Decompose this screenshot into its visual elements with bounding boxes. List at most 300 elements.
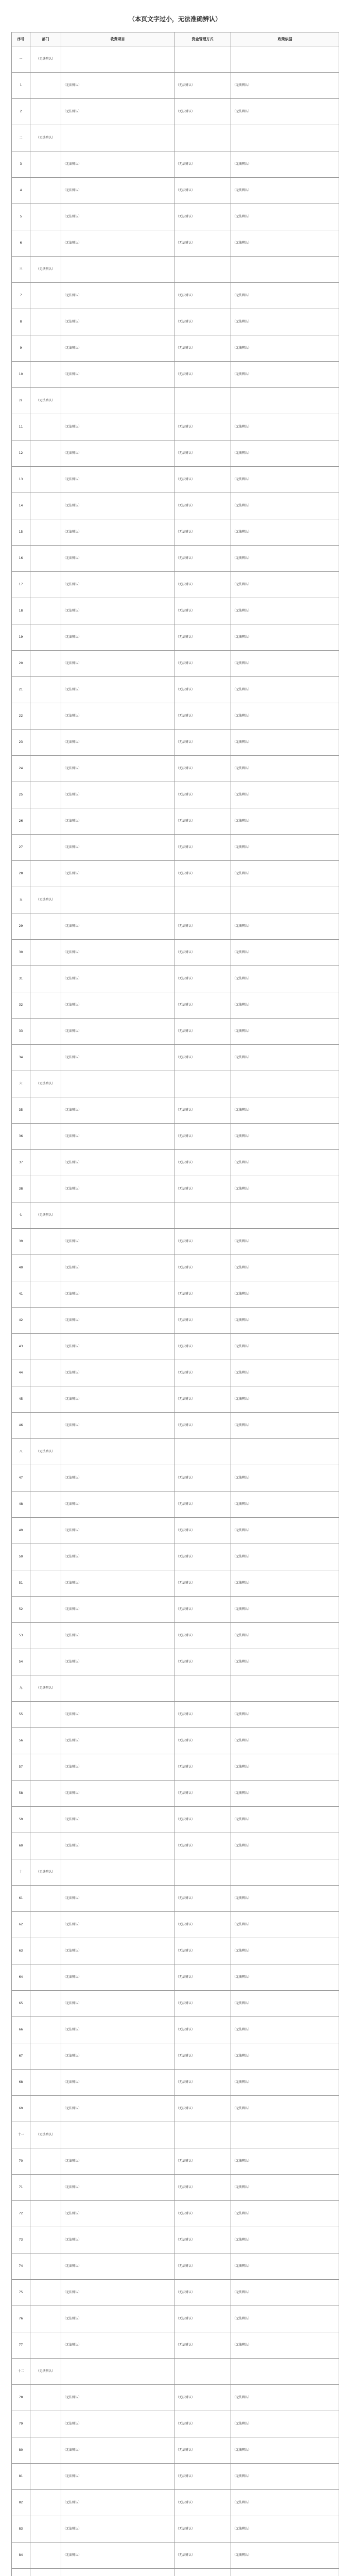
fee-item-cell: （无法辨认） [61, 1097, 174, 1124]
fee-item-cell [61, 388, 174, 414]
fund-management-cell: （无法辨认） [174, 1019, 231, 1045]
policy-basis-cell: （无法辨认） [231, 230, 339, 257]
table-row [12, 388, 339, 414]
department-cell: （无法辨认） [30, 46, 61, 73]
table-row [12, 624, 339, 651]
policy-basis-cell: （无法辨认） [231, 1544, 339, 1570]
row-number-cell: 53 [12, 1623, 30, 1649]
department-cell [30, 1886, 61, 1912]
department-cell [30, 2017, 61, 2043]
row-number-cell: 44 [12, 1360, 30, 1386]
department-cell [30, 1492, 61, 1518]
row-number-cell: 二 [12, 125, 30, 151]
fee-item-cell [61, 46, 174, 73]
policy-basis-cell: （无法辨认） [231, 2280, 339, 2306]
policy-basis-cell: （无法辨认） [231, 2411, 339, 2437]
department-cell [30, 2437, 61, 2464]
row-number-cell: 23 [12, 730, 30, 756]
department-cell [30, 1623, 61, 1649]
fund-management-cell: （无法辨认） [174, 519, 231, 546]
row-number-cell: 16 [12, 546, 30, 572]
policy-basis-cell: （无法辨认） [231, 151, 339, 178]
department-cell [30, 1360, 61, 1386]
fund-management-cell: （无法辨认） [174, 1938, 231, 1964]
policy-basis-cell: （无法辨认） [231, 99, 339, 125]
fund-management-cell: （无法辨认） [174, 1413, 231, 1439]
row-number-cell: 36 [12, 1124, 30, 1150]
fee-item-cell [61, 125, 174, 151]
fund-management-cell [174, 1071, 231, 1097]
fee-item-cell: （无法辨认） [61, 2043, 174, 2070]
table-row [12, 730, 339, 756]
row-number-cell: 31 [12, 966, 30, 992]
fee-item-cell: （无法辨认） [61, 1938, 174, 1964]
table-row [12, 1728, 339, 1754]
table-row [12, 2385, 339, 2411]
department-cell [30, 151, 61, 178]
row-number-cell: 33 [12, 1019, 30, 1045]
fee-item-cell: （无法辨认） [61, 1728, 174, 1754]
fee-item-cell: （无法辨认） [61, 2490, 174, 2516]
fund-management-cell: （无法辨认） [174, 1544, 231, 1570]
department-cell [30, 178, 61, 204]
table-row [12, 2306, 339, 2332]
fund-management-cell: （无法辨认） [174, 1097, 231, 1124]
row-number-cell: 65 [12, 1991, 30, 2017]
row-number-cell: 47 [12, 1465, 30, 1492]
row-number-cell: 60 [12, 1833, 30, 1859]
department-cell [30, 1281, 61, 1308]
policy-basis-cell: （无法辨认） [231, 2227, 339, 2253]
row-number-cell: 21 [12, 677, 30, 703]
table-row [12, 756, 339, 782]
fee-item-cell: （无法辨认） [61, 2385, 174, 2411]
fund-management-cell [174, 1675, 231, 1702]
fund-management-cell: （无法辨认） [174, 992, 231, 1019]
policy-basis-cell: （无法辨认） [231, 1413, 339, 1439]
fee-item-cell [61, 257, 174, 283]
fund-management-cell: （无法辨认） [174, 467, 231, 493]
department-cell [30, 1150, 61, 1176]
fund-management-cell: （无法辨认） [174, 546, 231, 572]
policy-basis-cell: （无法辨认） [231, 1150, 339, 1176]
policy-basis-cell: （无法辨认） [231, 966, 339, 992]
row-number-cell: 81 [12, 2464, 30, 2490]
row-number-cell: 18 [12, 598, 30, 624]
row-number-cell: 50 [12, 1544, 30, 1570]
fee-item-cell: （无法辨认） [61, 2253, 174, 2280]
fund-management-cell: （无法辨认） [174, 283, 231, 309]
fund-management-cell: （无法辨认） [174, 835, 231, 861]
fund-management-cell [174, 257, 231, 283]
fund-management-cell: （无法辨认） [174, 309, 231, 335]
fee-item-cell: （无法辨认） [61, 2464, 174, 2490]
row-number-cell: 45 [12, 1386, 30, 1413]
table-row [12, 2070, 339, 2096]
table-row [12, 178, 339, 204]
table-row [12, 257, 339, 283]
table-row [12, 46, 339, 73]
table-row [12, 1439, 339, 1465]
fee-item-cell: （无法辨认） [61, 1807, 174, 1833]
table-row [12, 73, 339, 99]
fund-management-cell: （无法辨认） [174, 2096, 231, 2122]
fund-management-cell: （无法辨认） [174, 1702, 231, 1728]
fee-item-cell: （无法辨认） [61, 2175, 174, 2201]
table-row [12, 204, 339, 230]
row-number-cell: 9 [12, 335, 30, 362]
department-cell [30, 546, 61, 572]
table-row [12, 1991, 339, 2017]
fund-management-cell: （无法辨认） [174, 335, 231, 362]
policy-basis-cell [231, 46, 339, 73]
table-row [12, 2227, 339, 2253]
row-number-cell: 79 [12, 2411, 30, 2437]
fund-management-cell: （无法辨认） [174, 204, 231, 230]
fund-management-cell [174, 2359, 231, 2385]
fund-management-cell: （无法辨认） [174, 598, 231, 624]
policy-basis-cell: （无法辨认） [231, 1649, 339, 1675]
policy-basis-cell: （无法辨认） [231, 651, 339, 677]
col-header-no: 序号 [12, 32, 30, 46]
policy-basis-cell: （无法辨认） [231, 913, 339, 940]
table-row [12, 1386, 339, 1413]
fund-management-cell: （无法辨认） [174, 414, 231, 440]
fee-item-cell: （无法辨认） [61, 2516, 174, 2543]
department-cell [30, 992, 61, 1019]
fee-item-cell: （无法辨认） [61, 861, 174, 887]
fee-item-cell: （无法辨认） [61, 2148, 174, 2175]
policy-basis-cell: （无法辨认） [231, 1964, 339, 1991]
row-number-cell: 30 [12, 940, 30, 966]
policy-basis-cell: （无法辨认） [231, 1597, 339, 1623]
table-row [12, 1675, 339, 1702]
table-row [12, 335, 339, 362]
row-number-cell: 1 [12, 73, 30, 99]
fee-item-cell: （无法辨认） [61, 1045, 174, 1071]
table-row [12, 598, 339, 624]
policy-basis-cell: （无法辨认） [231, 1045, 339, 1071]
row-number-cell: 78 [12, 2385, 30, 2411]
table-row [12, 1518, 339, 1544]
row-number-cell: 5 [12, 204, 30, 230]
fee-item-cell: （无法辨认） [61, 835, 174, 861]
policy-basis-cell: （无法辨认） [231, 1097, 339, 1124]
table-row [12, 1334, 339, 1360]
policy-basis-cell: （无法辨认） [231, 598, 339, 624]
fee-item-cell: （无法辨认） [61, 598, 174, 624]
policy-basis-cell: （无法辨认） [231, 1124, 339, 1150]
department-cell [30, 1991, 61, 2017]
fund-management-cell: （无法辨认） [174, 2043, 231, 2070]
row-number-cell: 11 [12, 414, 30, 440]
department-cell [30, 73, 61, 99]
department-cell [30, 572, 61, 598]
table-row [12, 546, 339, 572]
department-cell [30, 730, 61, 756]
fee-item-cell [61, 2569, 174, 2576]
fund-management-cell: （无法辨认） [174, 1465, 231, 1492]
row-number-cell: 28 [12, 861, 30, 887]
fee-item-cell: （无法辨认） [61, 2227, 174, 2253]
table-row [12, 2175, 339, 2201]
table-row [12, 230, 339, 257]
department-cell [30, 598, 61, 624]
department-cell [30, 519, 61, 546]
policy-basis-cell: （无法辨认） [231, 2306, 339, 2332]
fund-management-cell: （无法辨认） [174, 2464, 231, 2490]
table-row [12, 1281, 339, 1308]
row-number-cell: 37 [12, 1150, 30, 1176]
department-cell: （无法辨认） [30, 887, 61, 913]
fee-item-cell: （无法辨认） [61, 335, 174, 362]
fund-management-cell: （无法辨认） [174, 1150, 231, 1176]
policy-basis-cell [231, 1202, 339, 1229]
fund-management-cell [174, 1859, 231, 1886]
row-number-cell: 48 [12, 1492, 30, 1518]
fund-management-cell: （无法辨认） [174, 1308, 231, 1334]
table-row [12, 2490, 339, 2516]
row-number-cell: 58 [12, 1781, 30, 1807]
policy-basis-cell: （无法辨认） [231, 1807, 339, 1833]
row-number-cell: 63 [12, 1938, 30, 1964]
row-number-cell: 40 [12, 1255, 30, 1281]
fund-management-cell: （无法辨认） [174, 2175, 231, 2201]
policy-basis-cell [231, 1439, 339, 1465]
fund-management-cell: （无法辨认） [174, 1518, 231, 1544]
row-number-cell: 25 [12, 782, 30, 808]
row-number-cell: 61 [12, 1886, 30, 1912]
department-cell [30, 677, 61, 703]
fund-management-cell: （无法辨认） [174, 1124, 231, 1150]
fee-item-cell: （无法辨认） [61, 1781, 174, 1807]
fund-management-cell: （无法辨认） [174, 1728, 231, 1754]
table-row [12, 2017, 339, 2043]
policy-basis-cell: （无法辨认） [231, 1229, 339, 1255]
fund-management-cell: （无法辨认） [174, 1991, 231, 2017]
policy-basis-cell: （无法辨认） [231, 519, 339, 546]
row-number-cell: 29 [12, 913, 30, 940]
department-cell [30, 1781, 61, 1807]
fee-item-cell: （无法辨认） [61, 782, 174, 808]
policy-basis-cell: （无法辨认） [231, 1754, 339, 1781]
fee-item-cell [61, 2122, 174, 2148]
row-number-cell: 75 [12, 2280, 30, 2306]
row-number-cell: 46 [12, 1413, 30, 1439]
col-header-dept: 部门 [30, 32, 61, 46]
fund-management-cell: （无法辨认） [174, 1833, 231, 1859]
policy-basis-cell: （无法辨认） [231, 467, 339, 493]
department-cell [30, 2280, 61, 2306]
fund-management-cell: （无法辨认） [174, 1807, 231, 1833]
row-number-cell: 38 [12, 1176, 30, 1202]
policy-basis-cell: （无法辨认） [231, 440, 339, 467]
fee-item-cell [61, 887, 174, 913]
department-cell [30, 99, 61, 125]
department-cell: （无法辨认） [30, 1859, 61, 1886]
fund-management-cell: （无法辨认） [174, 1255, 231, 1281]
policy-basis-cell: （无法辨认） [231, 992, 339, 1019]
fee-item-cell: （无法辨认） [61, 677, 174, 703]
department-cell [30, 2385, 61, 2411]
row-number-cell: 64 [12, 1964, 30, 1991]
fee-item-cell: （无法辨认） [61, 1281, 174, 1308]
table-row [12, 99, 339, 125]
fee-item-cell: （无法辨认） [61, 1544, 174, 1570]
row-number-cell: 17 [12, 572, 30, 598]
table-row [12, 651, 339, 677]
department-cell [30, 966, 61, 992]
fee-item-cell: （无法辨认） [61, 2543, 174, 2569]
table-row [12, 1544, 339, 1570]
department-cell [30, 2490, 61, 2516]
fund-management-cell: （无法辨认） [174, 2490, 231, 2516]
policy-basis-cell [231, 2122, 339, 2148]
row-number-cell: 8 [12, 309, 30, 335]
fund-management-cell [174, 1202, 231, 1229]
department-cell [30, 493, 61, 519]
row-number-cell: 五 [12, 887, 30, 913]
department-cell [30, 1728, 61, 1754]
row-number-cell: 54 [12, 1649, 30, 1675]
fee-item-cell: （无法辨认） [61, 1150, 174, 1176]
fund-management-cell: （无法辨认） [174, 1964, 231, 1991]
fee-item-cell: （无法辨认） [61, 309, 174, 335]
department-cell [30, 2253, 61, 2280]
department-cell [30, 2543, 61, 2569]
department-cell: （无法辨认） [30, 1675, 61, 1702]
policy-basis-cell [231, 1675, 339, 1702]
row-number-cell: 22 [12, 703, 30, 730]
row-number-cell: 十 [12, 1859, 30, 1886]
fee-item-cell: （无法辨认） [61, 2437, 174, 2464]
fund-management-cell: （无法辨认） [174, 651, 231, 677]
row-number-cell: 20 [12, 651, 30, 677]
fund-management-cell: （无法辨认） [174, 2543, 231, 2569]
table-row [12, 1649, 339, 1675]
department-cell [30, 1097, 61, 1124]
fee-item-cell: （无法辨认） [61, 440, 174, 467]
table-row [12, 1964, 339, 1991]
table-row [12, 1597, 339, 1623]
policy-basis-cell: （无法辨认） [231, 362, 339, 388]
fee-item-cell: （无法辨认） [61, 2280, 174, 2306]
table-row [12, 414, 339, 440]
row-number-cell: 72 [12, 2201, 30, 2227]
policy-basis-cell: （无法辨认） [231, 1912, 339, 1938]
row-number-cell: 34 [12, 1045, 30, 1071]
policy-basis-cell: （无法辨认） [231, 178, 339, 204]
fund-management-cell: （无法辨认） [174, 2070, 231, 2096]
fund-management-cell: （无法辨认） [174, 1886, 231, 1912]
fee-item-cell: （无法辨认） [61, 1255, 174, 1281]
row-number-cell: 70 [12, 2148, 30, 2175]
policy-basis-cell: （无法辨认） [231, 572, 339, 598]
department-cell [30, 2411, 61, 2437]
fund-management-cell [174, 1439, 231, 1465]
row-number-cell: 71 [12, 2175, 30, 2201]
department-cell [30, 1702, 61, 1728]
table-row [12, 1702, 339, 1728]
row-number-cell: 7 [12, 283, 30, 309]
table-row [12, 1886, 339, 1912]
fund-management-cell: （无法辨认） [174, 362, 231, 388]
col-header-basis: 政策依据 [231, 32, 339, 46]
department-cell [30, 1912, 61, 1938]
fund-management-cell [174, 2569, 231, 2576]
table-row [12, 2437, 339, 2464]
fund-management-cell [174, 125, 231, 151]
row-number-cell: 14 [12, 493, 30, 519]
fund-management-cell: （无法辨认） [174, 572, 231, 598]
department-cell [30, 1570, 61, 1597]
row-number-cell: 51 [12, 1570, 30, 1597]
table-row [12, 2043, 339, 2070]
department-cell [30, 2201, 61, 2227]
row-number-cell: 73 [12, 2227, 30, 2253]
department-cell [30, 2148, 61, 2175]
fund-management-cell: （无法辨认） [174, 2306, 231, 2332]
fund-management-cell: （无法辨认） [174, 2227, 231, 2253]
table-row [12, 861, 339, 887]
policy-basis-cell: （无法辨认） [231, 2490, 339, 2516]
fund-management-cell: （无法辨认） [174, 940, 231, 966]
policy-basis-cell: （无法辨认） [231, 2201, 339, 2227]
table-row [12, 2122, 339, 2148]
department-cell [30, 440, 61, 467]
fund-management-cell: （无法辨认） [174, 1229, 231, 1255]
policy-basis-cell: （无法辨认） [231, 624, 339, 651]
policy-basis-cell [231, 388, 339, 414]
policy-basis-cell: （无法辨认） [231, 2543, 339, 2569]
table-row [12, 1202, 339, 1229]
row-number-cell: 十一 [12, 2122, 30, 2148]
table-row [12, 440, 339, 467]
fund-management-cell: （无法辨认） [174, 966, 231, 992]
fee-item-cell: （无法辨认） [61, 1991, 174, 2017]
table-row [12, 309, 339, 335]
table-row [12, 151, 339, 178]
department-cell: （无法辨认） [30, 1071, 61, 1097]
department-cell: （无法辨认） [30, 2122, 61, 2148]
fee-item-cell: （无法辨认） [61, 808, 174, 835]
table-row [12, 1150, 339, 1176]
department-cell [30, 1386, 61, 1413]
policy-basis-cell: （无法辨认） [231, 1334, 339, 1360]
col-header-fund: 资金管理方式 [174, 32, 231, 46]
department-cell [30, 2306, 61, 2332]
policy-basis-cell: （无法辨认） [231, 309, 339, 335]
policy-basis-cell: （无法辨认） [231, 1991, 339, 2017]
fee-item-cell: （无法辨认） [61, 1964, 174, 1991]
fund-management-cell: （无法辨认） [174, 178, 231, 204]
fee-item-cell: （无法辨认） [61, 1492, 174, 1518]
fee-item-cell: （无法辨认） [61, 1886, 174, 1912]
department-cell: （无法辨认） [30, 1439, 61, 1465]
fund-management-cell: （无法辨认） [174, 2253, 231, 2280]
department-cell [30, 1649, 61, 1675]
row-number-cell: 七 [12, 1202, 30, 1229]
department-cell [30, 861, 61, 887]
department-cell [30, 651, 61, 677]
fund-management-cell: （无法辨认） [174, 493, 231, 519]
row-number-cell: 2 [12, 99, 30, 125]
department-cell: （无法辨认） [30, 125, 61, 151]
department-cell [30, 1597, 61, 1623]
fund-management-cell [174, 388, 231, 414]
policy-basis-cell: （无法辨认） [231, 204, 339, 230]
table-row [12, 1465, 339, 1492]
